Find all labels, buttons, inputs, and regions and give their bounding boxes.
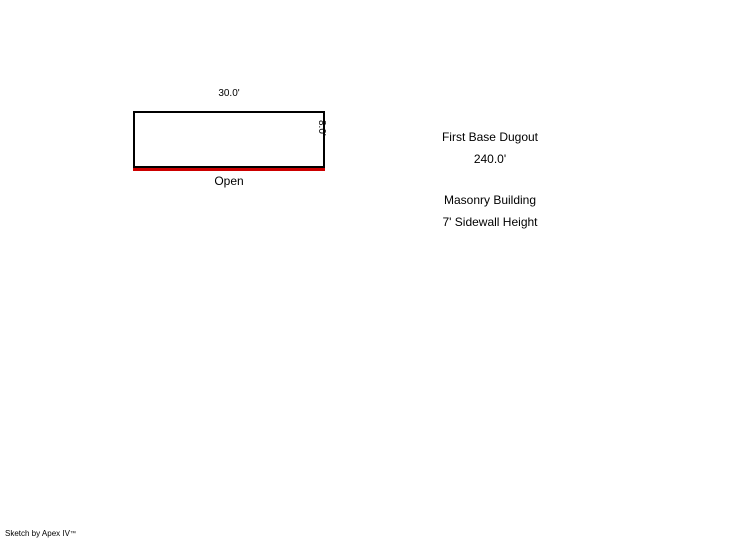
note-sidewall-height: 7' Sidewall Height: [442, 215, 538, 229]
note-construction-type: Masonry Building: [443, 193, 537, 207]
dimension-label-top: 30.0': [218, 88, 240, 99]
open-side-label: Open: [214, 174, 244, 188]
open-side-edge: [133, 168, 325, 171]
sketch-credit-text: Sketch by Apex IV: [5, 529, 70, 538]
dugout-rectangle-shape: [133, 111, 325, 168]
note-area-value: 240.0': [473, 152, 507, 166]
trademark-symbol: ™: [69, 531, 76, 537]
dimension-label-right: 8.0': [316, 120, 327, 136]
sketch-credit: [5, 529, 76, 539]
note-first-base-dugout: First Base Dugout: [441, 130, 539, 144]
